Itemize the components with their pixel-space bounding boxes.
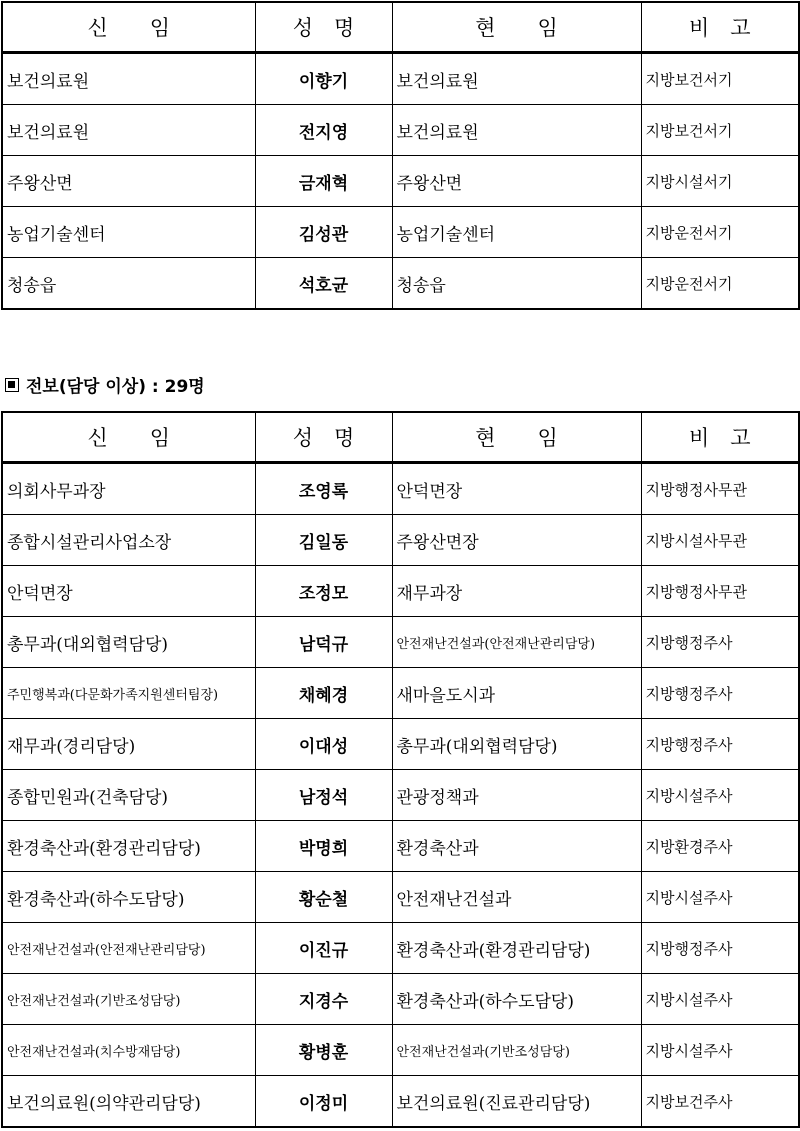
cell-remarks: 지방시설주사 (641, 872, 799, 923)
cell-remarks: 지방운전서기 (641, 258, 799, 310)
cell-new-post: 환경축산과(하수도담당) (2, 872, 255, 923)
cell-remarks: 지방행정주사 (641, 668, 799, 719)
cell-name: 석호균 (255, 258, 392, 310)
header-remarks: 비 고 (641, 2, 799, 53)
cell-current-post: 주왕산면 (392, 156, 641, 207)
header-remarks: 비 고 (641, 412, 799, 463)
table-row (2, 719, 799, 770)
cell-new-post: 주왕산면 (2, 156, 255, 207)
cell-name: 전지영 (255, 105, 392, 156)
header-new-post: 신 임 (2, 412, 255, 463)
cell-remarks: 지방보건서기 (641, 53, 799, 105)
cell-remarks: 지방행정사무관 (641, 566, 799, 617)
cell-name: 조영록 (255, 463, 392, 515)
cell-current-post: 안전재난건설과(기반조성담당) (392, 1025, 641, 1076)
header-current-post: 현 임 (392, 2, 641, 53)
cell-new-post: 총무과(대외협력담당) (2, 617, 255, 668)
cell-name: 이향기 (255, 53, 392, 105)
table-row (2, 923, 799, 974)
cell-current-post: 청송읍 (392, 258, 641, 310)
cell-remarks: 지방시설주사 (641, 974, 799, 1025)
cell-name: 이정미 (255, 1076, 392, 1128)
cell-new-post: 환경축산과(환경관리담당) (2, 821, 255, 872)
square-bullet-icon (5, 378, 19, 392)
table-row (2, 566, 799, 617)
table-row (2, 1076, 799, 1128)
cell-name: 지경수 (255, 974, 392, 1025)
cell-new-post: 종합시설관리사업소장 (2, 515, 255, 566)
personnel-table-1 (1, 1, 800, 310)
cell-current-post: 새마을도시과 (392, 668, 641, 719)
cell-name: 금재혁 (255, 156, 392, 207)
cell-new-post: 보건의료원(의약관리담당) (2, 1076, 255, 1128)
cell-name: 채혜경 (255, 668, 392, 719)
cell-new-post: 안전재난건설과(치수방재담당) (2, 1025, 255, 1076)
cell-name: 남덕규 (255, 617, 392, 668)
header-new-post: 신 임 (2, 2, 255, 53)
cell-remarks: 지방행정사무관 (641, 463, 799, 515)
cell-name: 이진규 (255, 923, 392, 974)
table-row (2, 207, 799, 258)
table-row (2, 105, 799, 156)
cell-remarks: 지방운전서기 (641, 207, 799, 258)
cell-name: 김성관 (255, 207, 392, 258)
table-row (2, 617, 799, 668)
table-row (2, 463, 799, 515)
table-row (2, 53, 799, 105)
table-header-row (2, 2, 799, 53)
cell-current-post: 환경축산과 (392, 821, 641, 872)
cell-remarks: 지방보건서기 (641, 105, 799, 156)
cell-remarks: 지방시설주사 (641, 770, 799, 821)
header-current-post: 현 임 (392, 412, 641, 463)
cell-remarks: 지방행정주사 (641, 617, 799, 668)
cell-new-post: 주민행복과(다문화가족지원센터팀장) (2, 668, 255, 719)
cell-name: 김일동 (255, 515, 392, 566)
table-row (2, 821, 799, 872)
cell-name: 박명희 (255, 821, 392, 872)
cell-remarks: 지방행정주사 (641, 719, 799, 770)
cell-name: 조정모 (255, 566, 392, 617)
header-name: 성 명 (255, 412, 392, 463)
cell-new-post: 안전재난건설과(안전재난관리담당) (2, 923, 255, 974)
cell-current-post: 보건의료원 (392, 53, 641, 105)
table-row (2, 872, 799, 923)
section-title-text: 전보(담당 이상) : 29명 (26, 377, 205, 397)
cell-new-post: 안덕면장 (2, 566, 255, 617)
cell-remarks: 지방행정주사 (641, 923, 799, 974)
personnel-table-2 (1, 411, 800, 1128)
table-row (2, 258, 799, 310)
cell-current-post: 보건의료원(진료관리담당) (392, 1076, 641, 1128)
cell-new-post: 보건의료원 (2, 53, 255, 105)
table-row (2, 770, 799, 821)
table-header-row (2, 412, 799, 463)
table-row (2, 515, 799, 566)
cell-current-post: 재무과장 (392, 566, 641, 617)
cell-name: 황순철 (255, 872, 392, 923)
header-name: 성 명 (255, 2, 392, 53)
cell-remarks: 지방보건주사 (641, 1076, 799, 1128)
cell-new-post: 보건의료원 (2, 105, 255, 156)
cell-current-post: 관광정책과 (392, 770, 641, 821)
cell-new-post: 재무과(경리담당) (2, 719, 255, 770)
cell-current-post: 안덕면장 (392, 463, 641, 515)
cell-remarks: 지방시설사무관 (641, 515, 799, 566)
cell-new-post: 안전재난건설과(기반조성담당) (2, 974, 255, 1025)
cell-current-post: 환경축산과(하수도담당) (392, 974, 641, 1025)
cell-current-post: 환경축산과(환경관리담당) (392, 923, 641, 974)
cell-new-post: 청송읍 (2, 258, 255, 310)
table-row (2, 668, 799, 719)
cell-current-post: 총무과(대외협력담당) (392, 719, 641, 770)
table-row (2, 1025, 799, 1076)
section-title (5, 372, 205, 397)
cell-remarks: 지방시설서기 (641, 156, 799, 207)
cell-current-post: 안전재난건설과(안전재난관리담당) (392, 617, 641, 668)
cell-new-post: 종합민원과(건축담당) (2, 770, 255, 821)
cell-current-post: 주왕산면장 (392, 515, 641, 566)
table-row (2, 974, 799, 1025)
cell-remarks: 지방시설주사 (641, 1025, 799, 1076)
cell-new-post: 의회사무과장 (2, 463, 255, 515)
cell-name: 남정석 (255, 770, 392, 821)
cell-current-post: 안전재난건설과 (392, 872, 641, 923)
cell-name: 이대성 (255, 719, 392, 770)
cell-name: 황병훈 (255, 1025, 392, 1076)
cell-new-post: 농업기술센터 (2, 207, 255, 258)
cell-remarks: 지방환경주사 (641, 821, 799, 872)
cell-current-post: 보건의료원 (392, 105, 641, 156)
cell-current-post: 농업기술센터 (392, 207, 641, 258)
table-row (2, 156, 799, 207)
